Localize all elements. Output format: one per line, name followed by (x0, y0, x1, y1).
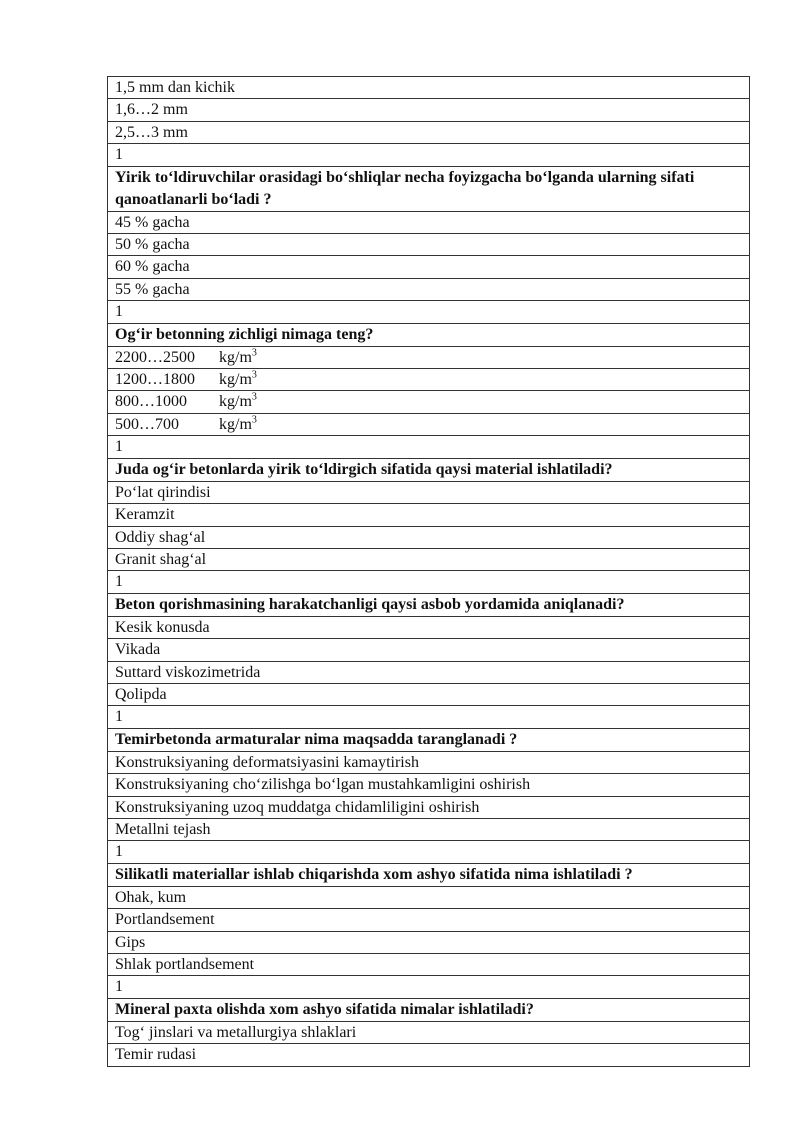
answer-option: Tog‘ jinslari va metallurgiya shlaklari (108, 1021, 750, 1043)
answer-option: Vikada (108, 639, 750, 661)
question-score: 1 (108, 144, 750, 166)
question-text: Og‘ir betonning zichligi nimaga teng? (108, 323, 750, 346)
table-row (108, 616, 750, 638)
answer-option: Po‘lat qirindisi (108, 481, 750, 503)
answer-option: Keramzit (108, 504, 750, 526)
table-row (108, 571, 750, 593)
question-text: Silikatli materiallar ishlab chiqarishda xom ashyo sifatida nima ishlatiladi ? (108, 863, 750, 886)
table-row (108, 256, 750, 278)
table-row (108, 526, 750, 548)
table-row (108, 99, 750, 121)
table-row (108, 548, 750, 570)
table-row (108, 886, 750, 908)
density-range: 500…700 (115, 415, 179, 433)
table-row (108, 976, 750, 998)
answer-option: 55 % gacha (108, 278, 750, 300)
answer-option (108, 391, 750, 413)
table-row (108, 1044, 750, 1066)
density-range: 1200…1800 (115, 371, 195, 389)
answer-option: Shlak portlandsement (108, 954, 750, 976)
table-row (108, 144, 750, 166)
unit-exponent: 3 (251, 369, 257, 381)
table-row (108, 481, 750, 503)
table-row (108, 639, 750, 661)
quiz-table-body (108, 77, 750, 1067)
table-row (108, 841, 750, 863)
table-row (108, 774, 750, 796)
table-row (108, 706, 750, 728)
table-row (108, 954, 750, 976)
question-text: Temirbetonda armaturalar nima maqsadda taranglanadi ? (108, 728, 750, 751)
answer-option: 1,6…2 mm (108, 99, 750, 121)
table-row (108, 121, 750, 143)
question-text: Beton qorishmasining harakatchanligi qaysi asbob yordamida aniqlanadi? (108, 593, 750, 616)
question-text: Juda og‘ir betonlarda yirik to‘ldirgich sifatida qaysi material ishlatiladi? (108, 458, 750, 481)
table-row (108, 346, 750, 368)
density-unit: kg/m (219, 393, 252, 411)
answer-option: Temir rudasi (108, 1044, 750, 1066)
answer-option: 2,5…3 mm (108, 121, 750, 143)
answer-option: Portlandsement (108, 909, 750, 931)
table-row (108, 909, 750, 931)
table-row (108, 234, 750, 256)
density-range: 800…1000 (115, 393, 187, 411)
table-row (108, 728, 750, 751)
table-row (108, 504, 750, 526)
answer-option: 50 % gacha (108, 234, 750, 256)
table-row (108, 863, 750, 886)
table-row (108, 931, 750, 953)
answer-option: Granit shag‘al (108, 548, 750, 570)
table-row (108, 436, 750, 458)
table-row (108, 998, 750, 1021)
answer-option (108, 413, 750, 435)
question-score: 1 (108, 841, 750, 863)
table-row (108, 369, 750, 391)
question-score: 1 (108, 301, 750, 323)
answer-option: Qolipda (108, 683, 750, 705)
density-unit: kg/m (219, 348, 252, 366)
question-text: Mineral paxta olishda xom ashyo sifatida nimalar ishlatiladi? (108, 998, 750, 1021)
answer-option: 60 % gacha (108, 256, 750, 278)
table-row (108, 278, 750, 300)
density-unit: kg/m (219, 371, 252, 389)
answer-option: Kesik konusda (108, 616, 750, 638)
table-row (108, 593, 750, 616)
answer-option: Suttard viskozimetrida (108, 661, 750, 683)
answer-option (108, 369, 750, 391)
question-text: Yirik to‘ldiruvchilar orasidagi bo‘shliqlar necha foyizgacha bo‘lganda ularning sifati qanoatlanarli bo‘ladi ? (108, 166, 750, 211)
question-score: 1 (108, 976, 750, 998)
answer-option: Konstruksiyaning cho‘zilishga bo‘lgan mustahkamligini oshirish (108, 774, 750, 796)
answer-option: Oddiy shag‘al (108, 526, 750, 548)
answer-option: Konstruksiyaning deformatsiyasini kamaytirish (108, 751, 750, 773)
answer-option: Metallni tejash (108, 818, 750, 840)
table-row (108, 1021, 750, 1043)
question-score: 1 (108, 706, 750, 728)
answer-option: Gips (108, 931, 750, 953)
table-row (108, 661, 750, 683)
question-score: 1 (108, 436, 750, 458)
table-row (108, 166, 750, 211)
density-unit: kg/m (219, 415, 252, 433)
table-row (108, 796, 750, 818)
table-row (108, 211, 750, 233)
answer-option (108, 346, 750, 368)
table-row (108, 301, 750, 323)
answer-option: Ohak, kum (108, 886, 750, 908)
answer-option: 1,5 mm dan kichik (108, 77, 750, 99)
table-row (108, 77, 750, 99)
table-row (108, 751, 750, 773)
unit-exponent: 3 (251, 392, 257, 404)
answer-option: Konstruksiyaning uzoq muddatga chidamliligini oshirish (108, 796, 750, 818)
density-range: 2200…2500 (115, 348, 195, 366)
quiz-table (107, 76, 750, 1067)
answer-option: 45 % gacha (108, 211, 750, 233)
unit-exponent: 3 (251, 347, 257, 359)
table-row (108, 413, 750, 435)
question-score: 1 (108, 571, 750, 593)
table-row (108, 391, 750, 413)
table-row (108, 683, 750, 705)
table-row (108, 458, 750, 481)
unit-exponent: 3 (251, 414, 257, 426)
table-row (108, 323, 750, 346)
table-row (108, 818, 750, 840)
